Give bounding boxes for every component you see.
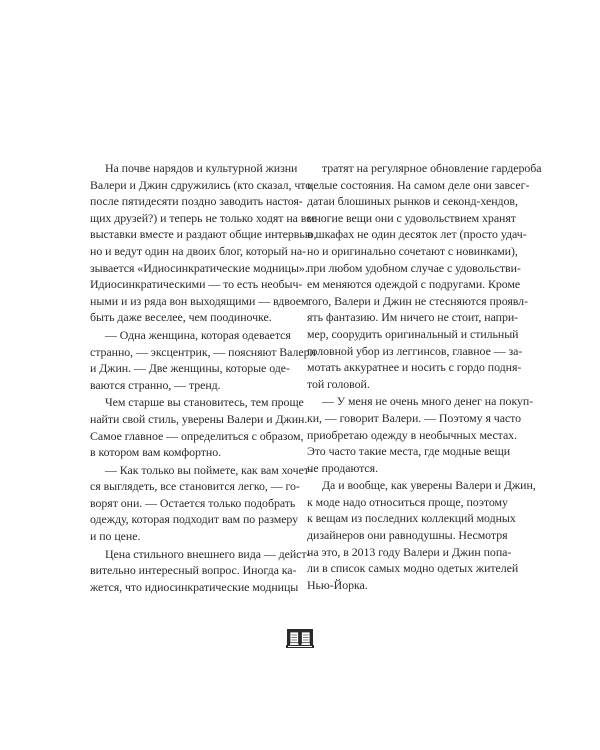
text-line: — У меня не очень много денег на покуп- <box>322 394 534 409</box>
text-line: в шкафах не один десяток лет (просто удач- <box>307 227 527 242</box>
text-line: ворят они. — Остается только подобрать <box>90 495 296 510</box>
text-line: дизайнеров они равнодушны. Несмотря <box>307 528 508 543</box>
text-line: найти свой стиль, уверены Валери и Джин. <box>90 411 308 426</box>
text-line: — Как только вы поймете, как вам хочет- <box>105 462 313 477</box>
text-line: на это, в 2013 году Валери и Джин попа- <box>307 544 512 559</box>
paragraph <box>90 394 308 460</box>
text-line: быть даже веселее, чем поодиночке. <box>90 310 272 325</box>
text-line: в котором вам комфортно. <box>90 445 222 460</box>
text-line: Цена стильного внешнего вида — дейст- <box>105 546 311 561</box>
text-line: ять фантазию. Им ничего не стоит, напри- <box>307 310 519 325</box>
text-line: после пятидесяти поздно заводить настоя- <box>90 194 303 209</box>
text-line: приобретаю одежду в необычных местах. <box>307 427 518 442</box>
text-column-left <box>90 160 317 596</box>
text-line: На почве нарядов и культурной жизни <box>105 161 298 175</box>
paragraph <box>90 462 313 545</box>
text-line: той головой. <box>307 376 370 391</box>
text-line: Чем старше вы становитесь, тем проще <box>105 395 304 410</box>
text-line: жется, что идиосинкратические модницы <box>90 579 299 594</box>
text-line: ки, — говорит Валери. — Поэтому я часто <box>307 410 522 425</box>
text-line: одежду, которая подходит вам по размеру <box>90 512 299 527</box>
text-line: щих друзей?) и теперь не только ходят на все <box>90 210 317 225</box>
text-line: многие вещи они с удовольствием хранят <box>307 210 516 225</box>
text-line: тратят на регулярное обновление гардероба <box>322 161 542 175</box>
text-line: ваются странно, — тренд. <box>90 377 221 392</box>
text-line: — Одна женщина, которая одевается <box>105 327 291 342</box>
paragraph <box>307 393 534 476</box>
text-line: ли в список самых модно одетых жителей <box>307 561 519 576</box>
text-line: к моде надо относиться проще, поэтому <box>307 494 508 509</box>
paragraph <box>90 160 317 326</box>
text-line: ем меняются одеждой с подругами. Кроме <box>307 277 521 292</box>
text-line: и Джин. — Две женщины, которые оде- <box>90 361 290 376</box>
text-column-right <box>307 160 542 594</box>
paragraph <box>90 546 311 596</box>
text-line: не продаются. <box>307 460 378 475</box>
text-line: зывается «Идиосинкратические модницы». <box>90 260 308 275</box>
text-line: вительно интересный вопрос. Иногда ка- <box>90 563 297 578</box>
text-line: головной убор из леггинсов, главное — за- <box>307 343 523 358</box>
text-line: Да и вообще, как уверены Валери и Джин, <box>322 478 536 493</box>
text-line: мер, соорудить оригинальный и стильный <box>307 326 519 341</box>
paragraph <box>307 477 536 593</box>
text-line: Нью-Йорка. <box>307 577 368 592</box>
text-line: но и ведут один на двоих блог, который на- <box>90 243 307 258</box>
text-line: Идиосинкратическими — то есть необыч- <box>90 277 303 292</box>
text-line: ся выглядеть, все становится легко, — го- <box>90 479 300 494</box>
text-line: Самое главное — определиться с образом, <box>90 428 304 443</box>
text-line: ными и из ряда вон выходящими — вдвоем <box>90 293 309 308</box>
paragraph <box>90 327 316 393</box>
paragraph <box>307 160 542 392</box>
open-book-icon <box>285 628 315 650</box>
text-line: при любом удобном случае с удовольстви- <box>307 260 521 275</box>
text-line: и по цене. <box>90 529 141 544</box>
text-line: Это часто такие места, где модные вещи <box>307 444 511 459</box>
text-line: целые состояния. На самом деле они завсег- <box>307 177 530 192</box>
text-line: странно, — эксцентрик, — поясняют Валери <box>90 344 316 359</box>
text-line: Валери и Джин сдружились (кто сказал, что <box>90 177 312 192</box>
text-line: выставки вместе и раздают общие интервью, <box>90 227 317 242</box>
text-line: но и оригинально сочетают с новинками), <box>307 243 518 258</box>
text-line: мотать аккуратнее и носить с гордо подня- <box>307 360 522 375</box>
text-line: к вещам из последних коллекций модных <box>307 511 516 526</box>
text-line: датаи блошиных рынков и секонд-хендов, <box>307 194 518 209</box>
text-line: того, Валери и Джин не стесняются проявл- <box>307 293 528 308</box>
